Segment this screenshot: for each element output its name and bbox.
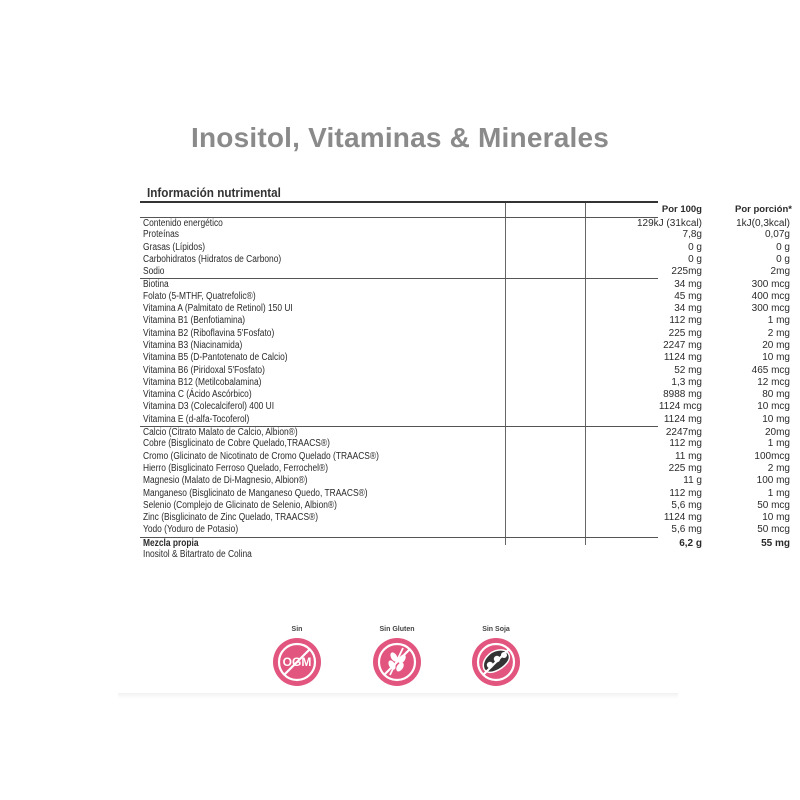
table-row (140, 352, 790, 364)
nutrient-label: Yodo (Yoduro de Potasio) (143, 524, 239, 536)
value-per-100g: 1124 mg (663, 512, 702, 524)
value-per-100g: 52 mg (674, 364, 702, 376)
table-row (140, 241, 790, 254)
nutrient-label: Vitamina B5 (D-Pantotenato de Calcio) (143, 352, 288, 364)
value-per-serving: 50 mcg (757, 499, 790, 511)
table-row (140, 229, 790, 241)
gluten-free-icon (370, 635, 424, 689)
value-per-serving: 2 mg (767, 327, 790, 339)
value-per-100g: 225 mg (668, 327, 702, 339)
value-per-serving: 10 mcg (757, 401, 790, 413)
value-per-serving: 300 mcg (751, 303, 790, 315)
value-per-serving: 100 mg (756, 475, 790, 487)
value-per-100g: 225mg (671, 266, 702, 278)
nutrient-label: Cromo (Glicinato de Nicotinato de Cromo Quelado (TRAACS®) (143, 450, 379, 462)
nutrient-label: Folato (5-MTHF, Quatrefolic®) (143, 290, 256, 302)
nutrient-label: Biotina (143, 279, 169, 291)
value-per-100g: 1124 mcg (658, 401, 702, 413)
soy-free-icon (469, 635, 523, 689)
nutrient-label: Vitamina E (d-alfa-Tocoferol) (143, 413, 250, 425)
column-header-per-serving: Por porción* (734, 204, 792, 215)
nutrient-label: Carbohidratos (Hidratos de Carbono) (143, 253, 282, 265)
nutrient-label: Cobre (Bisglicinato de Cobre Quelado,TRAACS®) (143, 438, 330, 450)
value-per-100g: 225 mg (668, 462, 702, 474)
value-per-serving: 50 mcg (757, 524, 790, 536)
table-row (140, 450, 790, 463)
value-per-serving: 80 mg (762, 389, 790, 401)
table-row (140, 524, 790, 536)
nutrient-label: Vitamina A (Palmitato de Retinol) 150 UI (143, 303, 293, 315)
table-row (140, 327, 790, 340)
table-row (140, 290, 790, 303)
value-per-serving: 12 mcg (757, 376, 790, 388)
column-header-per-100g: Por 100g (661, 204, 702, 215)
table-row (140, 475, 790, 487)
value-per-100g: 112 mg (669, 438, 702, 450)
nutrient-label: Mezcla propia (143, 537, 199, 549)
table-row (140, 315, 790, 327)
value-per-serving: 465 mcg (751, 364, 790, 376)
value-per-100g: 2247mg (665, 427, 702, 439)
nutrient-label: Proteínas (143, 229, 179, 241)
value-per-100g: 45 mg (674, 290, 702, 302)
nutrition-table (140, 203, 792, 561)
page-title: Inositol, Vitaminas & Minerales (190, 122, 610, 153)
table-row (140, 389, 790, 401)
nutrient-label: Vitamina B6 (Piridoxal 5'Fosfato) (143, 364, 265, 376)
value-per-100g: 1,3 mg (671, 376, 702, 388)
gmo-free-icon (270, 635, 324, 689)
badge-label: Sin Gluten (379, 626, 415, 633)
table-row (140, 339, 790, 352)
nutrition-heading: Información nutrimental (147, 185, 281, 200)
table-row (140, 303, 790, 315)
nutrient-label: Magnesio (Malato de Di-Magnesio, Albion®) (143, 475, 308, 487)
value-per-serving: 0 g (776, 253, 790, 265)
table-row (140, 364, 790, 377)
value-per-100g: 5,6 mg (671, 499, 702, 511)
value-per-serving: 100mcg (754, 450, 790, 462)
nutrient-label: Calcio (Citrato Malato de Calcio, Albion®) (143, 427, 298, 439)
value-per-100g: 11 g (683, 475, 702, 487)
value-per-100g: 11 mg (674, 450, 702, 462)
value-per-100g: 6,2 g (679, 537, 702, 549)
value-per-100g: 8988 mg (663, 389, 702, 401)
table-row (140, 537, 790, 549)
table-row (140, 462, 790, 475)
value-per-serving: 300 mcg (751, 279, 790, 291)
table-row (140, 499, 790, 512)
table-row (140, 549, 658, 561)
value-per-serving: 2mg (770, 266, 790, 278)
table-row (140, 217, 790, 229)
table-row (140, 413, 790, 426)
value-per-100g: 2247 mg (663, 339, 702, 351)
value-per-serving: 2 mg (767, 462, 790, 474)
value-per-serving: 0,07g (764, 229, 790, 241)
badge-label: Sin Soja (482, 626, 510, 633)
value-per-100g: 129kJ (31kcal) (636, 218, 702, 229)
table-row (140, 266, 790, 278)
value-per-serving: 20 mg (762, 339, 790, 351)
value-per-100g: 112 mg (669, 315, 702, 327)
nutrient-label: Vitamina D3 (Colecalciferol) 400 UI (143, 401, 275, 413)
value-per-serving: 1 mg (767, 487, 790, 499)
table-row (140, 512, 790, 524)
value-per-100g: 5,6 mg (671, 524, 702, 536)
table-row (140, 253, 790, 266)
value-per-serving: 55 mg (761, 537, 790, 549)
value-per-100g: 34 mg (674, 303, 702, 315)
value-per-100g: 1124 mg (663, 352, 702, 364)
value-per-100g: 1124 mg (663, 413, 702, 425)
badge-inner-text: OGM (282, 655, 312, 669)
value-per-serving: 1 mg (767, 438, 790, 450)
value-per-serving: 10 mg (762, 352, 790, 364)
value-per-100g: 0 g (688, 253, 702, 265)
nutrient-label: Inositol & Bitartrato de Colina (143, 549, 252, 561)
value-per-serving: 20mg (764, 427, 790, 439)
nutrient-label: Selenio (Complejo de Glicinato de Selenio, Albion®) (143, 499, 337, 511)
badge-gluten-free (367, 625, 427, 689)
nutrient-label: Manganeso (Bisglicinato de Manganeso Quedo, TRAACS®) (143, 487, 368, 499)
value-per-100g: 7,8g (682, 229, 702, 241)
nutrient-label: Vitamina B2 (Riboflavina 5'Fosfato) (143, 327, 275, 339)
table-row (140, 426, 790, 439)
nutrient-label: Vitamina C (Ácido Ascórbico) (143, 389, 252, 401)
table-header-row (140, 203, 792, 217)
value-per-serving: 1kJ(0,3kcal) (736, 218, 790, 229)
nutrient-label: Vitamina B3 (Niacinamida) (143, 339, 243, 351)
value-per-serving: 10 mg (762, 413, 790, 425)
badge-soy-free (466, 625, 526, 689)
value-per-serving: 1 mg (767, 315, 790, 327)
nutrient-label: Contenido energético (143, 218, 223, 229)
nutrient-label: Vitamina B1 (Benfotiamina) (143, 315, 246, 327)
nutrient-label: Vitamina B12 (Metilcobalamina) (143, 376, 262, 388)
value-per-100g: 0 g (688, 241, 702, 253)
value-per-serving: 400 mcg (751, 290, 790, 302)
badge-label: Sin (291, 626, 303, 633)
bottom-shadow (118, 693, 678, 699)
table-row (140, 376, 790, 389)
nutrient-label: Grasas (Lípidos) (143, 241, 206, 253)
table-row (140, 401, 790, 413)
nutrient-label: Zinc (Bisglicinato de Zinc Quelado, TRAACS®) (143, 512, 319, 524)
badge-gmo-free (267, 625, 327, 689)
value-per-100g: 34 mg (674, 279, 702, 291)
nutrient-label: Sodio (143, 266, 165, 278)
value-per-serving: 10 mg (762, 512, 790, 524)
nutrient-label: Hierro (Bisglicinato Ferroso Quelado, Ferrochel®) (143, 462, 328, 474)
table-row (140, 487, 790, 500)
table-row (140, 438, 790, 450)
value-per-100g: 112 mg (669, 487, 702, 499)
table-row (140, 278, 790, 291)
value-per-serving: 0 g (776, 241, 790, 253)
